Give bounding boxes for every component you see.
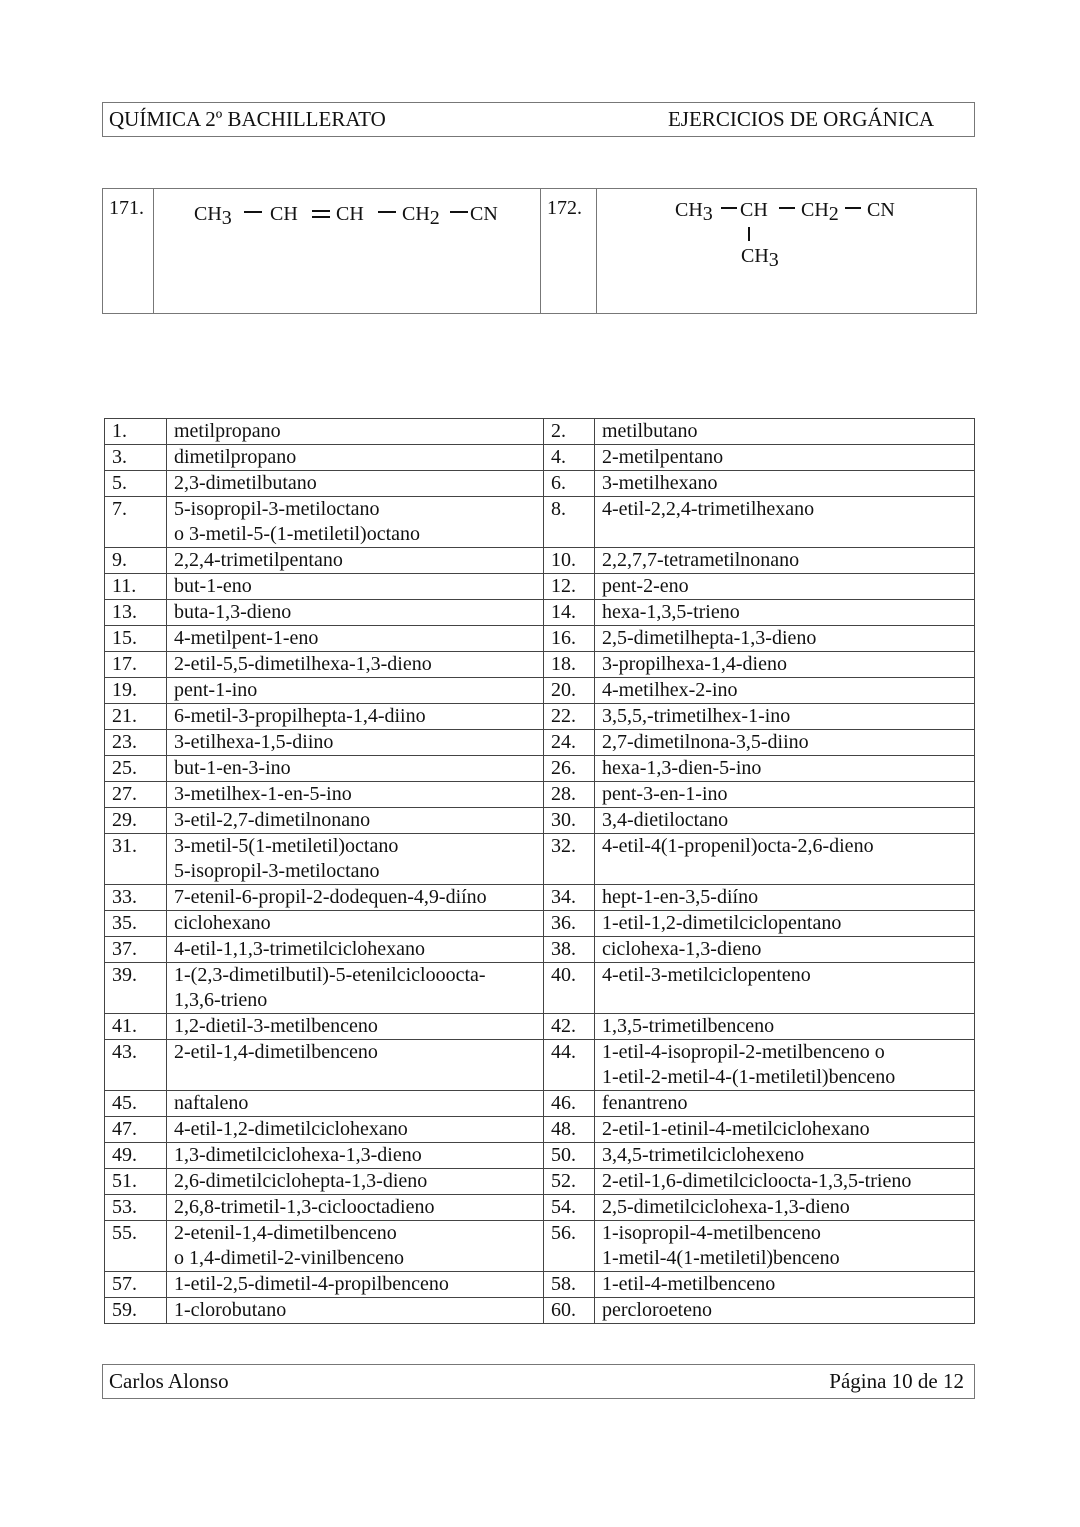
- answer-line: pent-3-en-1-ino: [602, 783, 728, 805]
- table-row: [105, 471, 975, 497]
- answer-number: 51.: [105, 1169, 167, 1195]
- answer-number: 6.: [544, 471, 595, 497]
- answers-table: [104, 418, 975, 1324]
- answer-name: [595, 937, 975, 963]
- answer-number: 59.: [105, 1298, 167, 1324]
- table-row: [105, 626, 975, 652]
- table-row: [105, 885, 975, 911]
- table-row: [105, 730, 975, 756]
- answer-number: 26.: [544, 756, 595, 782]
- answer-number: 16.: [544, 626, 595, 652]
- answer-line: 7-etenil-6-propil-2-dodequen-4,9-diíno: [174, 886, 487, 908]
- answer-line: 1-etil-2-metil-4-(1-metiletil)benceno: [602, 1066, 896, 1088]
- answer-number: 20.: [544, 678, 595, 704]
- answer-name: [595, 963, 975, 1014]
- table-row: [105, 911, 975, 937]
- answer-number: 27.: [105, 782, 167, 808]
- answer-number: 15.: [105, 626, 167, 652]
- answer-name: [595, 1272, 975, 1298]
- answer-name: [595, 1221, 975, 1272]
- answer-line: [602, 988, 974, 1013]
- answer-number: 21.: [105, 704, 167, 730]
- single-bond: [378, 211, 396, 213]
- table-row: [105, 1143, 975, 1169]
- answer-line: 3,4,5-trimetilciclohexeno: [602, 1144, 805, 1166]
- answer-line: 2,2,4-trimetilpentano: [174, 549, 343, 571]
- single-bond: [779, 207, 795, 209]
- answer-name: [595, 782, 975, 808]
- answer-name: [595, 885, 975, 911]
- answer-line: ciclohexano: [174, 912, 271, 934]
- single-bond: [721, 207, 737, 209]
- answer-line: naftaleno: [174, 1092, 249, 1114]
- table-row: [105, 600, 975, 626]
- answer-line: metilbutano: [602, 420, 698, 442]
- answer-line: 5-isopropil-3-metiloctano: [174, 498, 380, 520]
- answer-line: 2-etil-1,4-dimetilbenceno: [174, 1041, 378, 1063]
- answer-name: [167, 1117, 544, 1143]
- answer-line: 1,3-dimetilciclohexa-1,3-dieno: [174, 1144, 422, 1166]
- answer-line: but-1-en-3-ino: [174, 757, 291, 779]
- answer-number: 19.: [105, 678, 167, 704]
- table-row: [105, 1169, 975, 1195]
- answer-line: 1-clorobutano: [174, 1299, 287, 1321]
- table-row: [105, 1014, 975, 1040]
- answer-name: [167, 911, 544, 937]
- answer-number: 47.: [105, 1117, 167, 1143]
- answer-number: 8.: [544, 497, 595, 548]
- answer-name: [167, 756, 544, 782]
- answer-name: [167, 600, 544, 626]
- answer-line: 1-(2,3-dimetilbutil)-5-etenilciclooocta-: [174, 964, 486, 986]
- answer-name: [595, 445, 975, 471]
- answer-line: 3-etil-2,7-dimetilnonano: [174, 809, 371, 831]
- answer-number: 14.: [544, 600, 595, 626]
- answer-number: 46.: [544, 1091, 595, 1117]
- answer-name: [167, 1195, 544, 1221]
- answer-name: [167, 1143, 544, 1169]
- answer-name: [167, 678, 544, 704]
- formula-exercises-table: [102, 188, 977, 314]
- answer-line: 3-etilhexa-1,5-diino: [174, 731, 334, 753]
- exercise-number: 171.: [103, 189, 154, 314]
- answer-name: [167, 1272, 544, 1298]
- table-row: [105, 445, 975, 471]
- answer-line: 1,3,5-trimetilbenceno: [602, 1015, 775, 1037]
- answer-number: 48.: [544, 1117, 595, 1143]
- answer-name: [167, 574, 544, 600]
- answer-line: 2,6,8-trimetil-1,3-ciclooctadieno: [174, 1196, 435, 1218]
- answer-name: [167, 704, 544, 730]
- answer-number: 25.: [105, 756, 167, 782]
- answer-line: 1-etil-4-isopropil-2-metilbenceno o: [602, 1041, 885, 1063]
- answer-number: 40.: [544, 963, 595, 1014]
- answer-number: 41.: [105, 1014, 167, 1040]
- answer-number: 30.: [544, 808, 595, 834]
- answer-number: 57.: [105, 1272, 167, 1298]
- answer-name: [595, 1040, 975, 1091]
- answer-line: [174, 1065, 543, 1090]
- answer-name: [167, 782, 544, 808]
- answer-number: 5.: [105, 471, 167, 497]
- answer-line: percloroeteno: [602, 1299, 712, 1321]
- formula-171: $CH_3$ CH CH $CH_2$ CN: [154, 189, 541, 314]
- answer-name: [595, 1169, 975, 1195]
- answer-line: 4-etil-1,1,3-trimetilciclohexano: [174, 938, 426, 960]
- answer-line: 2,6-dimetilciclohepta-1,3-dieno: [174, 1170, 428, 1192]
- branch-bond: [748, 227, 750, 241]
- answer-name: [595, 808, 975, 834]
- table-row: [105, 1040, 975, 1091]
- answer-name: [167, 808, 544, 834]
- answer-line: 2-etenil-1,4-dimetilbenceno: [174, 1222, 397, 1244]
- table-row: [105, 704, 975, 730]
- answer-name: [595, 1091, 975, 1117]
- table-row: [105, 1117, 975, 1143]
- answer-number: 39.: [105, 963, 167, 1014]
- answer-number: 9.: [105, 548, 167, 574]
- table-row: [105, 652, 975, 678]
- answer-name: [167, 1169, 544, 1195]
- table-row: [105, 1221, 975, 1272]
- answer-number: 45.: [105, 1091, 167, 1117]
- answer-line: but-1-eno: [174, 575, 252, 597]
- answer-number: 35.: [105, 911, 167, 937]
- answer-name: [595, 471, 975, 497]
- answer-name: [167, 548, 544, 574]
- answer-line: pent-1-ino: [174, 679, 258, 701]
- answer-line: 4-etil-4(1-propenil)octa-2,6-dieno: [602, 835, 874, 857]
- answer-number: 28.: [544, 782, 595, 808]
- answer-name: [167, 963, 544, 1014]
- answer-line: o 1,4-dimetil-2-vinilbenceno: [174, 1247, 404, 1269]
- answer-line: 5-isopropil-3-metiloctano: [174, 860, 380, 882]
- single-bond: [845, 207, 861, 209]
- answer-number: 29.: [105, 808, 167, 834]
- answer-name: [595, 600, 975, 626]
- answer-number: 11.: [105, 574, 167, 600]
- table-row: [105, 678, 975, 704]
- answer-line: [602, 522, 974, 547]
- answer-number: 18.: [544, 652, 595, 678]
- answer-line: 1-etil-1,2-dimetilciclopentano: [602, 912, 842, 934]
- table-row: [105, 1091, 975, 1117]
- table-row: [105, 548, 975, 574]
- answer-name: [595, 834, 975, 885]
- answer-line: 2-metilpentano: [602, 446, 724, 468]
- answer-line: 3-metilhex-1-en-5-ino: [174, 783, 352, 805]
- answer-name: [167, 937, 544, 963]
- answer-name: [595, 704, 975, 730]
- answer-line: buta-1,3-dieno: [174, 601, 292, 623]
- answer-number: 34.: [544, 885, 595, 911]
- answer-number: 17.: [105, 652, 167, 678]
- answer-number: 22.: [544, 704, 595, 730]
- answer-line: 4-metilhex-2-ino: [602, 679, 738, 701]
- header-subject: QUÍMICA 2º BACHILLERATO: [109, 107, 386, 131]
- answer-name: [167, 1221, 544, 1272]
- answer-name: [595, 911, 975, 937]
- answer-number: 1.: [105, 419, 167, 445]
- answer-number: 50.: [544, 1143, 595, 1169]
- answer-number: 4.: [544, 445, 595, 471]
- answer-number: 56.: [544, 1221, 595, 1272]
- answer-number: 10.: [544, 548, 595, 574]
- answer-number: 36.: [544, 911, 595, 937]
- double-bond: [312, 216, 330, 218]
- table-row: [105, 419, 975, 445]
- table-row: [105, 937, 975, 963]
- table-row: [105, 1195, 975, 1221]
- answer-name: [167, 885, 544, 911]
- answer-name: [595, 497, 975, 548]
- answer-name: [595, 652, 975, 678]
- answer-number: 3.: [105, 445, 167, 471]
- answer-line: dimetilpropano: [174, 446, 297, 468]
- answer-name: [167, 1091, 544, 1117]
- answer-line: ciclohexa-1,3-dieno: [602, 938, 762, 960]
- page-header: [102, 102, 975, 137]
- answer-number: 58.: [544, 1272, 595, 1298]
- table-row: [105, 834, 975, 885]
- answer-number: 32.: [544, 834, 595, 885]
- answer-name: [167, 419, 544, 445]
- answer-number: 38.: [544, 937, 595, 963]
- table-row: [105, 808, 975, 834]
- answer-line: 6-metil-3-propilhepta-1,4-diino: [174, 705, 426, 727]
- answer-line: 2,7-dimetilnona-3,5-diino: [602, 731, 809, 753]
- answer-line: 3,4-dietiloctano: [602, 809, 729, 831]
- answer-name: [167, 1298, 544, 1324]
- answer-name: [167, 626, 544, 652]
- answer-line: 2,3-dimetilbutano: [174, 472, 317, 494]
- answer-number: 13.: [105, 600, 167, 626]
- single-bond: [450, 211, 468, 213]
- answer-line: 3-metilhexano: [602, 472, 718, 494]
- answer-number: 7.: [105, 497, 167, 548]
- answer-number: 52.: [544, 1169, 595, 1195]
- answer-name: [595, 548, 975, 574]
- answer-number: 12.: [544, 574, 595, 600]
- header-title: EJERCICIOS DE ORGÁNICA: [667, 107, 934, 131]
- answer-name: [595, 1014, 975, 1040]
- answer-name: [167, 445, 544, 471]
- answer-number: 2.: [544, 419, 595, 445]
- answer-name: [167, 730, 544, 756]
- answer-name: [167, 1040, 544, 1091]
- answer-line: 1-isopropil-4-metilbenceno: [602, 1222, 821, 1244]
- answer-number: 53.: [105, 1195, 167, 1221]
- table-row: [105, 963, 975, 1014]
- footer-page-number: Página 10 de 12: [829, 1369, 964, 1393]
- answer-name: [167, 1014, 544, 1040]
- answer-number: 37.: [105, 937, 167, 963]
- answer-line: metilpropano: [174, 420, 281, 442]
- answer-line: hexa-1,3-dien-5-ino: [602, 757, 762, 779]
- answer-name: [167, 834, 544, 885]
- exercise-number: 172.: [541, 189, 597, 314]
- formula-172: $CH_3$ CH $CH_2$ CN $CH_3$: [597, 189, 977, 314]
- answer-line: 2-etil-1,6-dimetilcicloocta-1,3,5-trieno: [602, 1170, 912, 1192]
- answer-line: [602, 859, 974, 884]
- answer-number: 24.: [544, 730, 595, 756]
- answer-line: 2,5-dimetilhepta-1,3-dieno: [602, 627, 817, 649]
- answer-name: [167, 471, 544, 497]
- answer-number: 49.: [105, 1143, 167, 1169]
- answer-line: hept-1-en-3,5-diíno: [602, 886, 759, 908]
- table-row: [105, 1298, 975, 1324]
- single-bond: [244, 211, 262, 213]
- double-bond: [312, 210, 330, 212]
- answer-name: [595, 626, 975, 652]
- answer-number: 60.: [544, 1298, 595, 1324]
- table-row: [105, 782, 975, 808]
- table-row: [105, 497, 975, 548]
- answer-line: 4-metilpent-1-eno: [174, 627, 319, 649]
- answer-name: [595, 574, 975, 600]
- page-footer: [102, 1364, 975, 1399]
- answer-name: [595, 1143, 975, 1169]
- answer-line: 2-etil-1-etinil-4-metilciclohexano: [602, 1118, 870, 1140]
- answer-number: 31.: [105, 834, 167, 885]
- answer-number: 23.: [105, 730, 167, 756]
- answer-name: [595, 756, 975, 782]
- answer-number: 43.: [105, 1040, 167, 1091]
- answer-name: [595, 678, 975, 704]
- answer-line: 3,5,5,-trimetilhex-1-ino: [602, 705, 791, 727]
- table-row: [105, 756, 975, 782]
- answer-name: [167, 652, 544, 678]
- answer-name: [595, 1195, 975, 1221]
- table-row: [105, 574, 975, 600]
- answer-number: 42.: [544, 1014, 595, 1040]
- answer-name: [595, 1298, 975, 1324]
- answer-line: 2,2,7,7-tetrametilnonano: [602, 549, 800, 571]
- answer-line: pent-2-eno: [602, 575, 689, 597]
- answer-line: 2,5-dimetilciclohexa-1,3-dieno: [602, 1196, 850, 1218]
- answer-name: [595, 1117, 975, 1143]
- answer-line: 3-propilhexa-1,4-dieno: [602, 653, 787, 675]
- answer-line: 1,3,6-trieno: [174, 989, 268, 1011]
- footer-author: Carlos Alonso: [109, 1369, 229, 1393]
- answer-line: 4-etil-1,2-dimetilciclohexano: [174, 1118, 408, 1140]
- answer-line: 4-etil-2,2,4-trimetilhexano: [602, 498, 815, 520]
- answer-line: hexa-1,3,5-trieno: [602, 601, 740, 623]
- answer-number: 54.: [544, 1195, 595, 1221]
- answer-line: 1,2-dietil-3-metilbenceno: [174, 1015, 378, 1037]
- answer-line: 1-etil-4-metilbenceno: [602, 1273, 776, 1295]
- answer-line: fenantreno: [602, 1092, 688, 1114]
- answer-line: 2-etil-5,5-dimetilhexa-1,3-dieno: [174, 653, 432, 675]
- answer-line: 1-metil-4(1-metiletil)benceno: [602, 1247, 840, 1269]
- answer-number: 44.: [544, 1040, 595, 1091]
- answer-line: 3-metil-5(1-metiletil)octano: [174, 835, 399, 857]
- answer-line: 4-etil-3-metilciclopenteno: [602, 964, 811, 986]
- table-row: [105, 1272, 975, 1298]
- answer-number: 33.: [105, 885, 167, 911]
- answer-name: [167, 497, 544, 548]
- answer-name: [595, 419, 975, 445]
- answer-line: o 3-metil-5-(1-metiletil)octano: [174, 523, 421, 545]
- answer-number: 55.: [105, 1221, 167, 1272]
- answer-line: 1-etil-2,5-dimetil-4-propilbenceno: [174, 1273, 449, 1295]
- answer-name: [595, 730, 975, 756]
